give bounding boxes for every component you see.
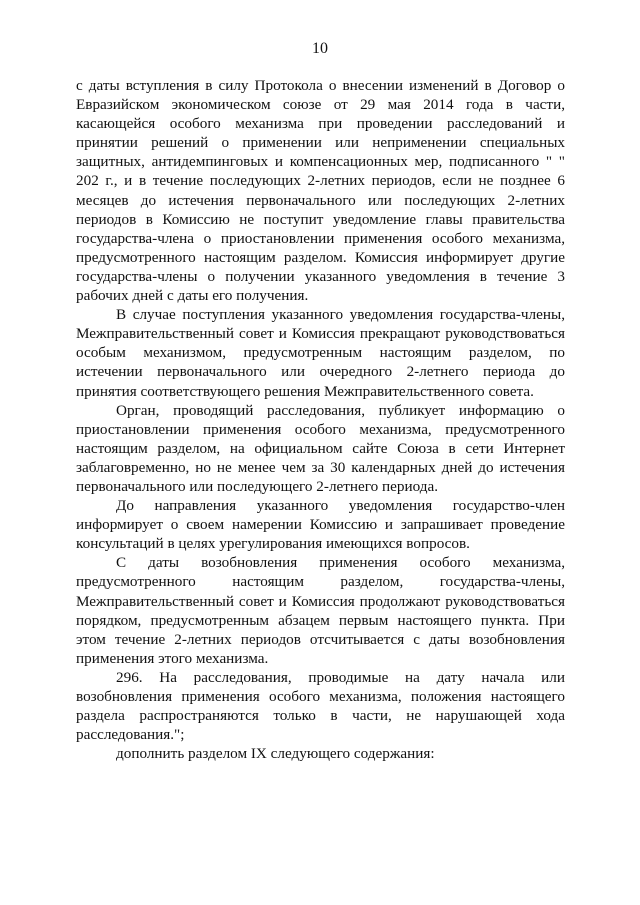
paragraph: С даты возобновления применения особого механизма, предусмотренного настоящим разделом, государства-члены, Межправительственный совет и Комиссия продолжают руководствоваться порядком, предусмотренным абзацем первым настоящего пункта. При этом течение 2-летних периодов отсчитывается с даты возобновления применения этого механизма. <box>76 554 565 667</box>
paragraph: 296. На расследования, проводимые на дату начала или возобновления применения особого механизма, положения настоящего раздела распространяются только в части, не нарушающей хода расследования."; <box>76 668 565 744</box>
paragraph: с даты вступления в силу Протокола о внесении изменений в Договор о Евразийском экономическом союзе от 29 мая 2014 года в части, касающейся особого механизма при проведении расследований и принятии решений о применении или неприменении специальных защитных, антидемпинговых и компенсационных мер, подписанного " " 202 г., и в течение последующих 2-летних периодов, если не позднее 6 месяцев до истечения первоначального или последующих 2-летних периодов в Комиссию не поступит уведомление главы правительства государства-члена о приостановлении применения особого механизма, предусмотренного настоящим разделом. Комиссия информирует другие государства-члены о получении указанного уведомления в течение 3 рабочих дней с даты его получения. <box>76 77 565 305</box>
paragraph: До направления указанного уведомления государство-член информирует о своем намерении Комиссию и запрашивает проведение консультаций в целях урегулирования имеющихся вопросов. <box>76 497 565 553</box>
paragraph: Орган, проводящий расследования, публикует информацию о приостановлении применения особого механизма, предусмотренного настоящим разделом, на официальном сайте Союза в сети Интернет заблаговременно, но не менее чем за 30 календарных дней до истечения первоначального или последующего 2-летнего периода. <box>76 401 565 495</box>
paragraph: дополнить разделом IX следующего содержания: <box>116 745 435 763</box>
paragraph: В случае поступления указанного уведомления государства-члены, Межправительственный совет и Комиссия прекращают руководствоваться особым механизмом, предусмотренным настоящим разделом, по истечении первоначального или очередного 2-летнего периода до принятия соответствующего решения Межправительственного совета. <box>76 306 565 400</box>
page-number: 10 <box>312 40 328 57</box>
document-body <box>76 76 565 763</box>
